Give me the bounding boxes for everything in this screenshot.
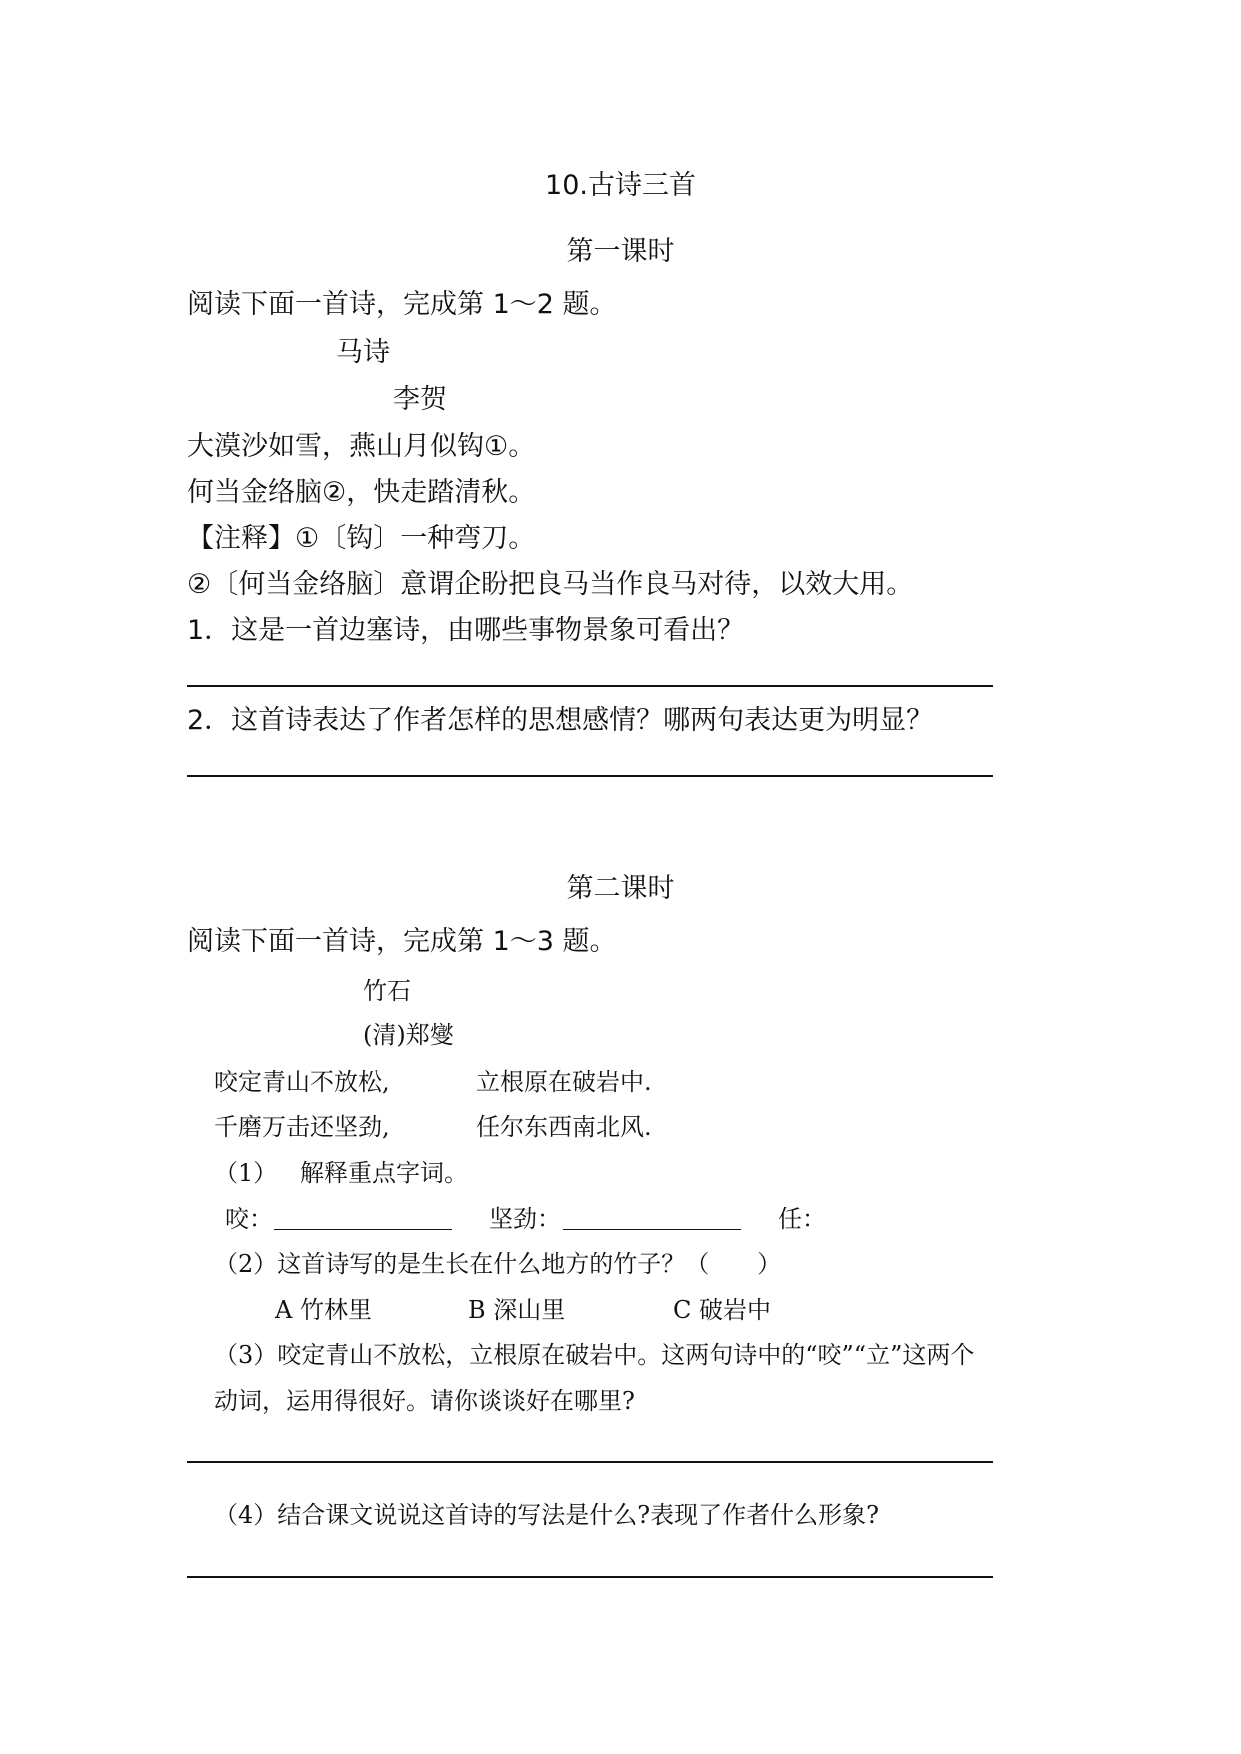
lesson1-question-2: 2．这首诗表达了作者怎样的思想感情？哪两句表达更为明显？ bbox=[187, 705, 934, 736]
page-title: 10.古诗三首 bbox=[545, 170, 696, 201]
word-label: 咬： bbox=[225, 1205, 273, 1233]
choice-option-b[interactable]: B 深山里 bbox=[468, 1296, 566, 1324]
answer-line[interactable] bbox=[187, 775, 993, 777]
choice-option-a[interactable]: A 竹林里 bbox=[275, 1296, 372, 1324]
lesson2-poem-author: (清)郑燮 bbox=[363, 1021, 454, 1049]
answer-line[interactable] bbox=[187, 1576, 993, 1578]
lesson2-instruction: 阅读下面一首诗，完成第 1～3 题。 bbox=[187, 926, 617, 957]
lesson2-poem-line: 立根原在破岩中. bbox=[476, 1068, 652, 1096]
lesson2-poem-line: 千磨万击还坚劲, bbox=[214, 1113, 390, 1141]
choice-option-c[interactable]: C 破岩中 bbox=[673, 1296, 771, 1324]
lesson2-question-4: （4）结合课文说说这首诗的写法是什么?表现了作者什么形象? bbox=[214, 1501, 880, 1529]
lesson1-poem-line: 何当金络脑②，快走踏清秋。 bbox=[187, 477, 536, 508]
lesson2-question-1-text: 解释重点字词。 bbox=[300, 1159, 468, 1187]
lesson2-question-3: （3）咬定青山不放松，立根原在破岩中。这两句诗中的“咬”“立”这两个 bbox=[214, 1341, 975, 1369]
lesson2-question-3-cont: 动词，运用得很好。请你谈谈好在哪里? bbox=[214, 1387, 635, 1415]
lesson2-poem-line: 任尔东西南北风. bbox=[476, 1113, 652, 1141]
lesson2-question-1-number: （1） bbox=[214, 1159, 278, 1187]
lesson2-heading: 第二课时 bbox=[566, 873, 675, 904]
lesson1-poem-author: 李贺 bbox=[393, 384, 447, 415]
word-label: 坚劲： bbox=[489, 1205, 561, 1233]
lesson1-heading: 第一课时 bbox=[566, 236, 675, 267]
lesson2-poem-line: 咬定青山不放松, bbox=[214, 1068, 390, 1096]
lesson2-poem-title: 竹石 bbox=[363, 977, 411, 1005]
lesson1-note: ②〔何当金络脑〕意谓企盼把良马当作良马对待，以效大用。 bbox=[187, 569, 914, 600]
lesson1-instruction: 阅读下面一首诗，完成第 1～2 题。 bbox=[187, 289, 617, 320]
lesson1-question-1: 1．这是一首边塞诗，由哪些事物景象可看出？ bbox=[187, 615, 745, 646]
fill-blank[interactable] bbox=[563, 1207, 741, 1230]
lesson1-note: 【注释】①〔钩〕一种弯刀。 bbox=[187, 523, 536, 554]
answer-line[interactable] bbox=[187, 1461, 993, 1463]
lesson1-poem-line: 大漠沙如雪，燕山月似钩①。 bbox=[187, 431, 536, 462]
word-label: 任： bbox=[778, 1205, 826, 1233]
lesson2-question-2: （2）这首诗写的是生长在什么地方的竹子？（ ） bbox=[214, 1250, 782, 1278]
answer-line[interactable] bbox=[187, 685, 993, 687]
fill-blank[interactable] bbox=[274, 1207, 452, 1230]
lesson1-poem-title: 马诗 bbox=[336, 337, 390, 368]
